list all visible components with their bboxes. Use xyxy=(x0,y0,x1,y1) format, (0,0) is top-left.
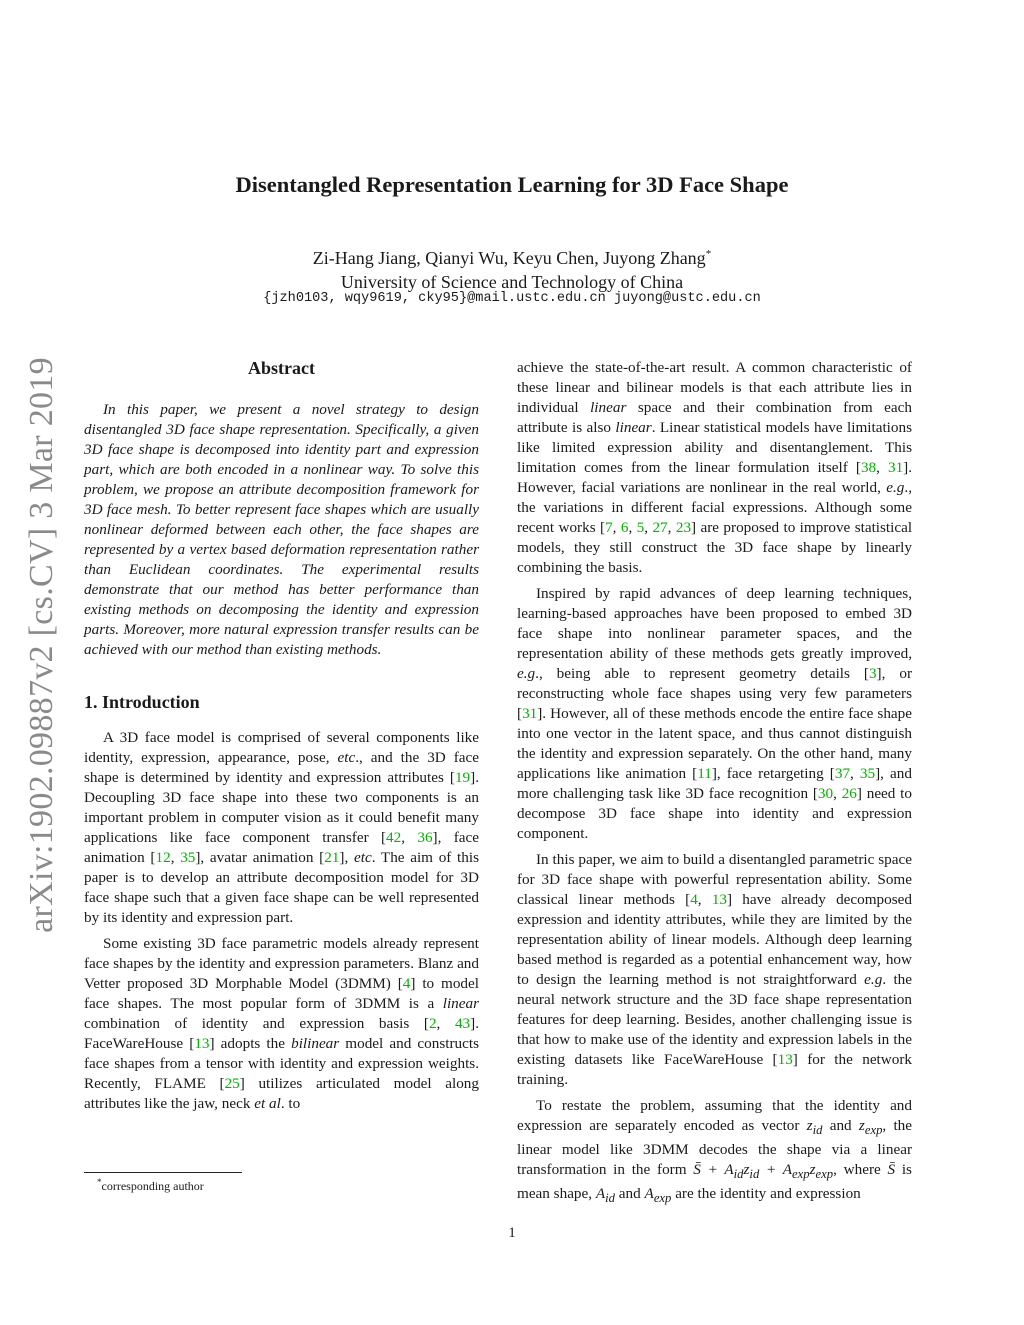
abstract-heading: Abstract xyxy=(248,358,315,378)
footnote-mark: * xyxy=(97,1177,102,1187)
intro-paragraph-4: In this paper, we aim to build a disentangled parametric space for 3D face shape with powerful representation ability. Some classical linear methods [4, 13] have already decomposed expression and identity attributes, while they are limited by the representation ability of linear models. Although deep learning based method is regarded as a potential enhancement way, how to design the learning method is not straightforward e.g. the neural network structure and the 3D face shape representation features for deep learning. Besides, another challenging issue is that how to make use of the identity and expression labels in the existing datasets like FaceWareHouse [13] for the network training. xyxy=(517,851,912,1088)
author-names: Zi-Hang Jiang, Qianyi Wu, Keyu Chen, Juyong Zhang xyxy=(312,248,706,268)
citation-link[interactable]: 30 xyxy=(817,785,834,802)
intro-paragraph-1: A 3D face model is comprised of several components like identity, expression, appearance, pose, etc., and the 3D face shape is determined by identity and expression attributes [19]. Decoupling 3D face shape into these two components is an important problem in computer vision as it could benefit many applications like face component transfer [42, 36], face animation [12, 35], avatar animation [21], etc. The aim of this paper is to develop an attribute decomposition model for 3D face shape such that a given face shape can be well represented by its identity and expression part. xyxy=(84,729,479,926)
citation-link[interactable]: 4 xyxy=(402,975,411,992)
citation-link[interactable]: 35 xyxy=(180,849,196,866)
right-column xyxy=(517,358,912,1214)
citation-link[interactable]: 23 xyxy=(675,519,692,536)
citation-link[interactable]: 13 xyxy=(194,1035,210,1052)
arxiv-identifier-text: arXiv:1902.09887v2 [cs.CV] 3 Mar 2019 xyxy=(23,357,60,933)
author-emails: {jzh0103, wqy9619, cky95}@mail.ustc.edu.cn juyong@ustc.edu.cn xyxy=(263,291,761,306)
left-column xyxy=(84,356,479,1120)
citation-link[interactable]: 31 xyxy=(522,705,538,722)
intro-paragraph-2-continued: achieve the state-of-the-art result. A common characteristic of these linear and bilinear models is that each attribute lies in individual linear space and their combination from each attribute is also linear. Linear statistical models have limitations like limited expression ability and disentanglement. This limitation comes from the linear formulation itself [38, 31]. However, facial variations are nonlinear in the real world, e.g., the variations in different facial expressions. Although some recent works [7, 6, 5, 27, 23] are proposed to improve statistical models, they still construct the 3D face shape by linearly combining the basis. xyxy=(517,359,913,576)
author-block xyxy=(0,242,1024,294)
citation-link[interactable]: 21 xyxy=(324,849,340,866)
footnote-divider xyxy=(84,1172,242,1173)
citation-link[interactable]: 36 xyxy=(417,829,433,846)
citation-link[interactable]: 5 xyxy=(636,519,645,536)
page-number: 1 xyxy=(508,1225,516,1241)
citation-link[interactable]: 19 xyxy=(454,769,471,786)
citation-link[interactable]: 43 xyxy=(454,1015,471,1032)
footnote xyxy=(97,1177,204,1194)
citation-link[interactable]: 7 xyxy=(605,519,613,536)
citation-link[interactable]: 37 xyxy=(834,765,851,782)
citation-link[interactable]: 4 xyxy=(690,891,698,908)
citation-link[interactable]: 38 xyxy=(860,459,877,476)
abstract-text: In this paper, we present a novel strategy to design disentangled 3D face shape representation. Specifically, a given 3D face shape is decomposed into identity part and expression part, which are both encoded in a nonlinear way. To solve this problem, we propose an attribute decomposition framework for 3D face mesh. To better represent face shapes which are usually nonlinear deformed between each other, the face shapes are represented by a vertex based deformation representation rather than Euclidean coordinates. The experimental results demonstrate that our method has better performance than existing methods on decomposing the identity and expression parts. Moreover, more natural expression transfer results can be achieved with our method than existing methods. xyxy=(84,401,479,658)
citation-link[interactable]: 6 xyxy=(620,519,629,536)
citation-link[interactable]: 13 xyxy=(777,1051,793,1068)
citation-link[interactable]: 12 xyxy=(155,849,171,866)
footnote-text: corresponding author xyxy=(101,1179,204,1193)
citation-link[interactable]: 25 xyxy=(224,1075,240,1092)
arxiv-identifier xyxy=(14,355,70,935)
intro-paragraph-2: Some existing 3D face parametric models already represent face shapes by the identity and expression parameters. Blanz and Vetter proposed 3D Morphable Model (3DMM) [4] to model face shapes. The most popular form of 3DMM is a linear combination of identity and expression basis [2, 43]. FaceWareHouse [13] adopts the bilinear model and constructs face shapes from a tensor with identity and expression weights. Recently, FLAME [25] utilizes articulated model along attributes like the jaw, neck et al. to xyxy=(84,935,479,1112)
intro-paragraph-5: To restate the problem, assuming that the identity and expression are separately encoded as vector $z_{id}$ and $z_{exp}$, the linear model like 3DMM decodes the shape via a linear transformation in the form S̄ + $A_{id}z_{id} + A_{exp}z_{exp}$, where S̄ is mean shape, $A_{id}$ and $A_{exp}$ are the identity and expression xyxy=(517,1097,912,1206)
section-heading-introduction: 1. Introduction xyxy=(84,692,200,712)
author-list xyxy=(0,242,1024,270)
citation-link[interactable]: 2 xyxy=(428,1015,437,1032)
citation-link[interactable]: 11 xyxy=(697,765,712,782)
affiliation: University of Science and Technology of China xyxy=(340,272,684,292)
citation-link[interactable]: 27 xyxy=(652,519,668,536)
citation-link[interactable]: 13 xyxy=(711,891,727,908)
citation-link[interactable]: 3 xyxy=(868,665,877,682)
corresponding-mark: * xyxy=(705,248,712,260)
intro-paragraph-3: Inspired by rapid advances of deep learning techniques, learning-based approaches have been proposed to embed 3D face shape into nonlinear parameter spaces, and the representation ability of these methods gets greatly improved, e.g., being able to represent geometry details [3], or reconstructing whole face shapes using very few parameters [31]. However, all of these methods encode the entire face shape into one vector in the latent space, and thus cannot distinguish the identity and expression separately. On the other hand, many applications like animation [11], face retargeting [37, 35], and more challenging task like 3D face recognition [30, 26] need to decompose 3D face shape into identity and expression component. xyxy=(517,585,913,842)
paper-title: Disentangled Representation Learning for 3D Face Shape xyxy=(235,172,789,197)
citation-link[interactable]: 35 xyxy=(859,765,876,782)
citation-link[interactable]: 31 xyxy=(887,459,904,476)
citation-link[interactable]: 26 xyxy=(841,785,857,802)
citation-link[interactable]: 42 xyxy=(386,829,402,846)
